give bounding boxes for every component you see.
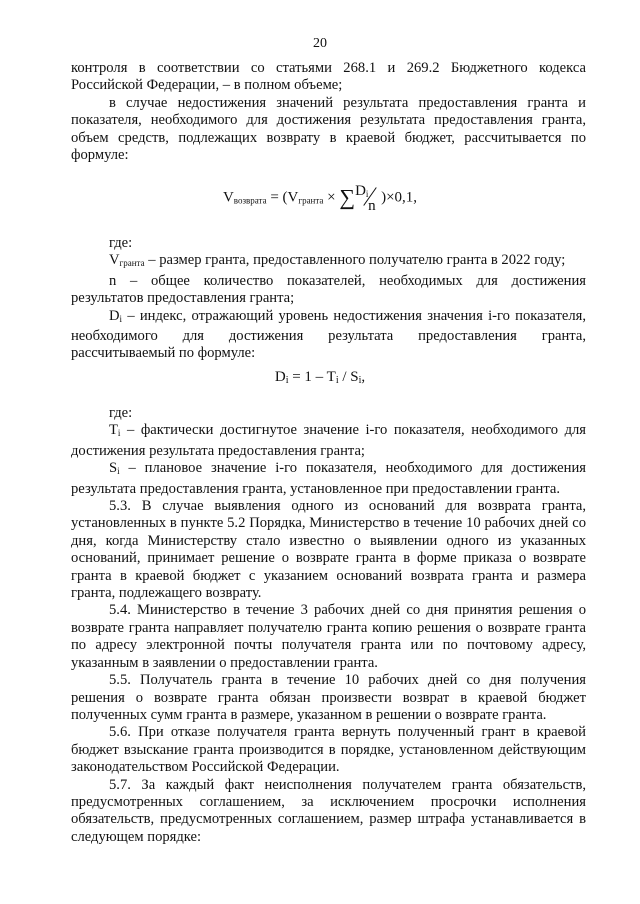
label-where-2: где:: [109, 405, 133, 421]
paragraph-5-5: 5.5. Получатель гранта в течение 10 рабочих дней со дня получения решения о возврате гранта обязан произвести возврат в краевой бюджет полученных сумм гранта в размере, указанном в решении о возврате гранта.: [71, 672, 586, 723]
fraction-denominator: n: [368, 198, 376, 214]
di-symbol: D: [109, 307, 120, 324]
di-subscript: i: [119, 313, 123, 324]
ti-text: – фактически достигнутое значение i-го показателя, необходимого для достижения результата предоставления гранта;: [71, 422, 586, 459]
intro-text: [71, 60, 586, 164]
label-where-1: где:: [109, 235, 133, 251]
definition-di: [71, 308, 586, 363]
ti-subscript: i: [117, 428, 121, 439]
paragraph-formula-intro: в случае недостижения значений результата предоставления гранта и показателя, необходимого для достижения результата предоставления гранта, объем средств, подлежащих возврату в краевой бюджет, рассчитывается по формуле:: [71, 94, 586, 164]
ti-symbol: T: [109, 422, 118, 439]
formula-grant-subscript: гранта: [298, 195, 324, 206]
fraction-numerator-subscript: i: [365, 189, 369, 199]
formula-tail: )×0,1,: [381, 189, 418, 206]
definitions-block-2: [71, 405, 586, 846]
formula-lhs: V: [222, 189, 234, 206]
si-text: – плановое значение i-го показателя, необходимого для достижения результата предоставления гранта, установленное при предоставлении гранта.: [71, 460, 586, 497]
paragraph-5-6: 5.6. При отказе получателя гранта вернуть полученный грант в краевой бюджет взыскание гранта производится в порядке, установленном действующим законодательством Российской Федерации.: [71, 724, 586, 776]
formula2-s-subscript: i: [358, 375, 362, 386]
formula-times: ×: [323, 189, 340, 206]
definitions-block-1: [71, 235, 586, 363]
v-grant-subscript: гранта: [119, 258, 145, 269]
formula-fraction: [355, 184, 381, 212]
v-grant-text: – размер гранта, предоставленного получателю гранта в 2022 году;: [144, 252, 566, 269]
formula-sigma: ∑: [339, 184, 356, 210]
paragraph-5-7: 5.7. За каждый факт неисполнения получателем гранта обязательств, предусмотренных соглашением, за исключением просрочки исполнения обязательств, предусмотренных соглашением, размер штрафа устанавливается в следующем порядке:: [71, 776, 586, 845]
page-number: 20: [313, 36, 327, 51]
formula2-d: D: [274, 369, 286, 385]
v-grant-symbol: V: [109, 252, 120, 269]
di-text: – индекс, отражающий уровень недостижения значения i-го показателя, необходимого для достижения результата предоставления гранта, рассчитываемый по формуле:: [71, 307, 586, 362]
paragraph-5-3: 5.3. В случае выявления одного из оснований для возврата гранта, установленных в пункте 5.2 Порядка, Министерство в течение 10 рабочих дней со дня, когда Министерству стало известно о выявлении одного из указанных оснований, принимает решение о возврате гранта в форме приказа о возврате гранта в краевой бюджет с указанием оснований возврата гранта и размера гранта, подлежащего возврату.: [71, 498, 586, 602]
formula-lhs-subscript: возврата: [233, 195, 267, 206]
paragraph-5-4: 5.4. Министерство в течение 3 рабочих дней со дня принятия решения о возврате гранта направляет получателю гранта копию решения о возврате гранта по адресу электронной почты получателя гранта или по почтовому адресу, указанным в заявлении о предоставлении гранта.: [71, 602, 586, 671]
definition-si: [71, 460, 586, 498]
formula2-mid: = 1 – T: [288, 369, 336, 385]
formula-index: [0, 369, 640, 386]
formula-return-volume: [0, 184, 640, 212]
si-subscript: i: [117, 466, 120, 477]
si-symbol: S: [109, 460, 118, 477]
definition-v-grant: [71, 252, 586, 272]
formula2-d-subscript: i: [285, 375, 289, 386]
formula2-slash: / S: [338, 369, 359, 385]
fraction-numerator: D: [355, 183, 366, 199]
paragraph-control: контроля в соответствии со статьями 268.1 и 269.2 Бюджетного кодекса Российской Федерации, – в полном объеме;: [71, 60, 586, 94]
definition-ti: [71, 422, 586, 460]
formula2-t-subscript: i: [335, 375, 339, 386]
formula2-end: ,: [361, 369, 366, 385]
definition-n: n – общее количество показателей, необходимых для достижения результатов предоставления гранта;: [71, 272, 586, 307]
formula-eq-open: = (V: [266, 189, 299, 206]
